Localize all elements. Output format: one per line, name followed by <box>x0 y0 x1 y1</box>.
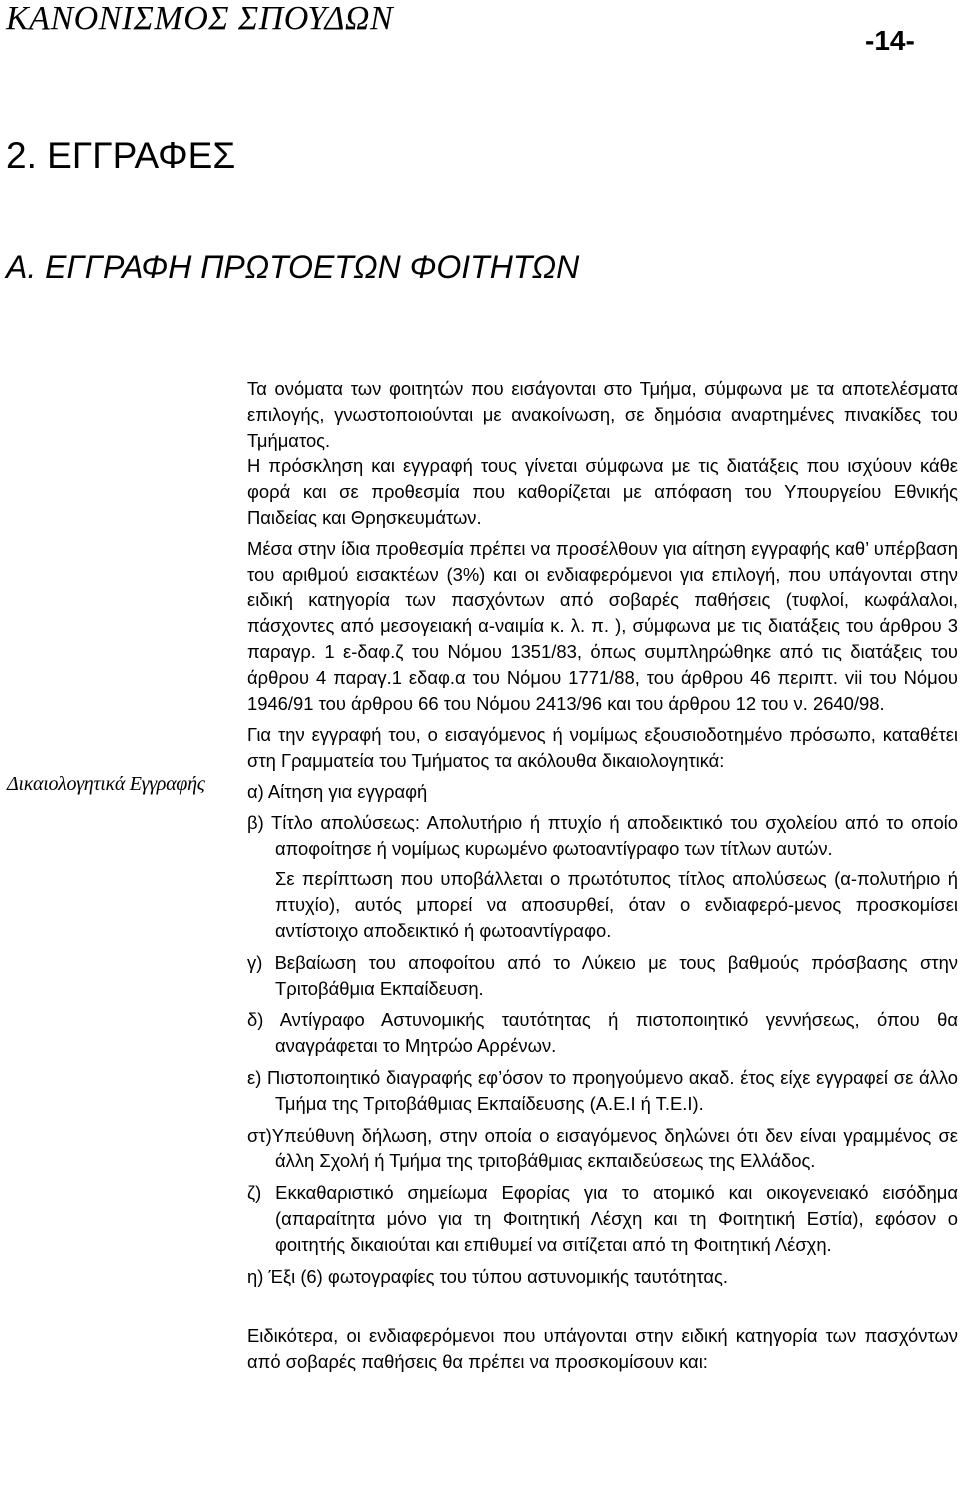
list-item-photos: η) Έξι (6) φωτογραφίες του τύπου αστυνομικής ταυτότητας. <box>247 1265 729 1287</box>
paragraph-special-category: Μέσα στην ίδια προθεσμία πρέπει να προσέλθουν για αίτηση εγγραφής καθ’ υπέρβαση του αριθμού εισακτέων (3%) και οι ενδιαφερόμενοι για επιλογή, που υπάγονται στην ειδική κατηγορία των πασχόντων από σοβαρές παθήσεις (τυφλοί, κωφάλαλοι, πάσχοντες από μεσογειακή α-ναιμία κ. λ. π. ), σύμφωνα με τις διατάξεις του άρθρου 3 παραγρ. 1 ε-δαφ.ζ του Νόμου 1351/83, όπως συμπληρώθηκε από τις διατάξεις του άρθρου 4 παραγ.1 εδαφ.α του Νόμου 1771/88, του άρθρου 46 περιπτ. vii του Νόμου 1946/91 του άρθρου 66 του Νόμου 2413/96 και του άρθρου 12 του ν. 2640/98. <box>247 537 958 714</box>
paragraph-closing: Ειδικότερα, οι ενδιαφερόμενοι που υπάγονται στην ειδική κατηγορία των πασχόντων από σοβαρές παθήσεις θα πρέπει να προσκομίσουν και: <box>247 1325 958 1373</box>
subsection-title: Α. ΕΓΓΡΑΦΗ ΠΡΩΤΟΕΤΩΝ ΦΟΙΤΗΤΩΝ <box>6 249 580 285</box>
paragraph-invitation: Η πρόσκληση και εγγραφή τους γίνεται σύμφωνα με τις διατάξεις που ισχύουν κάθε φορά και σε προθεσμία που καθορίζεται με απόφαση του Υπουργείου Εθνικής Παιδείας και Θρησκευμάτων. <box>247 455 958 528</box>
document-header-title: ΚΑΝΟΝΙΣΜΟΣ ΣΠΟΥΔΩΝ <box>6 0 394 37</box>
list-item-certificate: γ) Βεβαίωση του αποφοίτου από το Λύκειο με τους βαθμούς πρόσβασης στην Τριτοβάθμια Εκπαίδευση. <box>247 951 958 999</box>
paragraph-announcement: Τα ονόματα των φοιτητών που εισάγονται στο Τμήμα, σύμφωνα με τα αποτελέσματα επιλογής, γνωστοποιούνται με ανακοίνωση, σε δημόσια αναρτημένες πινακίδες του Τμήματος. <box>247 378 958 451</box>
side-label-documents: Δικαιολογητικά Εγγραφής <box>7 773 205 795</box>
main-content <box>247 376 958 1375</box>
list-item-tax-statement: ζ) Εκκαθαριστικό σημείωμα Εφορίας για το ατομικό και οικογενειακό εισόδημα (απαραίτητα μόνο για τη Φοιτητική Λέσχη και τη Φοιτητική Εστία), εφόσον ο φοιτητής δικαιούται και επιθυμεί να σιτίζεται από τη Φοιτητική Λέσχη. <box>247 1182 958 1255</box>
list-item-diploma: β) Τίτλο απολύσεως: Απολυτήριο ή πτυχίο ή αποδεικτικό του σχολείου από το οποίο αποφοίτησε ή νομίμως κυρωμένο φωτοαντίγραφο των τίτλων αυτών. <box>247 811 958 859</box>
list-item-id-copy: δ) Αντίγραφο Αστυνομικής ταυτότητας ή πιστοποιητικό γεννήσεως, όπου θα αναγράφεται το Μητρώο Αρρένων. <box>247 1009 958 1057</box>
paragraph-documents-intro: Για την εγγραφή του, ο εισαγόμενος ή νομίμως εξουσιοδοτημένο πρόσωπο, καταθέτει στη Γραμματεία του Τμήματος τα ακόλουθα δικαιολογητικά: <box>247 724 958 772</box>
list-item-deregistration: ε) Πιστοποιητικό διαγραφής εφ’όσον το προηγούμενο ακαδ. έτος είχε εγγραφεί σε άλλο Τμήμα της Τριτοβάθμιας Εκπαίδευσης (Α.Ε.Ι ή Τ.Ε.Ι). <box>247 1066 958 1114</box>
list-item-application: α) Αίτηση για εγγραφή <box>247 780 428 802</box>
list-item-declaration: στ)Υπεύθυνη δήλωση, στην οποία ο εισαγόμενος δηλώνει ότι δεν είναι γραμμένος σε άλλη Σχολή ή Τμήμα της τριτοβάθμιας εκπαιδεύσεως της Ελλάδος. <box>247 1124 958 1172</box>
section-title: 2. ΕΓΓΡΑΦΕΣ <box>6 135 236 176</box>
page-number: -14- <box>865 25 915 56</box>
list-item-diploma-note: Σε περίπτωση που υποβάλλεται ο πρωτότυπος τίτλος απολύσεως (α-πολυτήριο ή πτυχίο), αυτός μπορεί να αποσυρθεί, όταν ο ενδιαφερό-μενος προσκομίσει αντίστοιχο αποδεικτικό ή φωτοαντίγραφο. <box>275 868 958 941</box>
